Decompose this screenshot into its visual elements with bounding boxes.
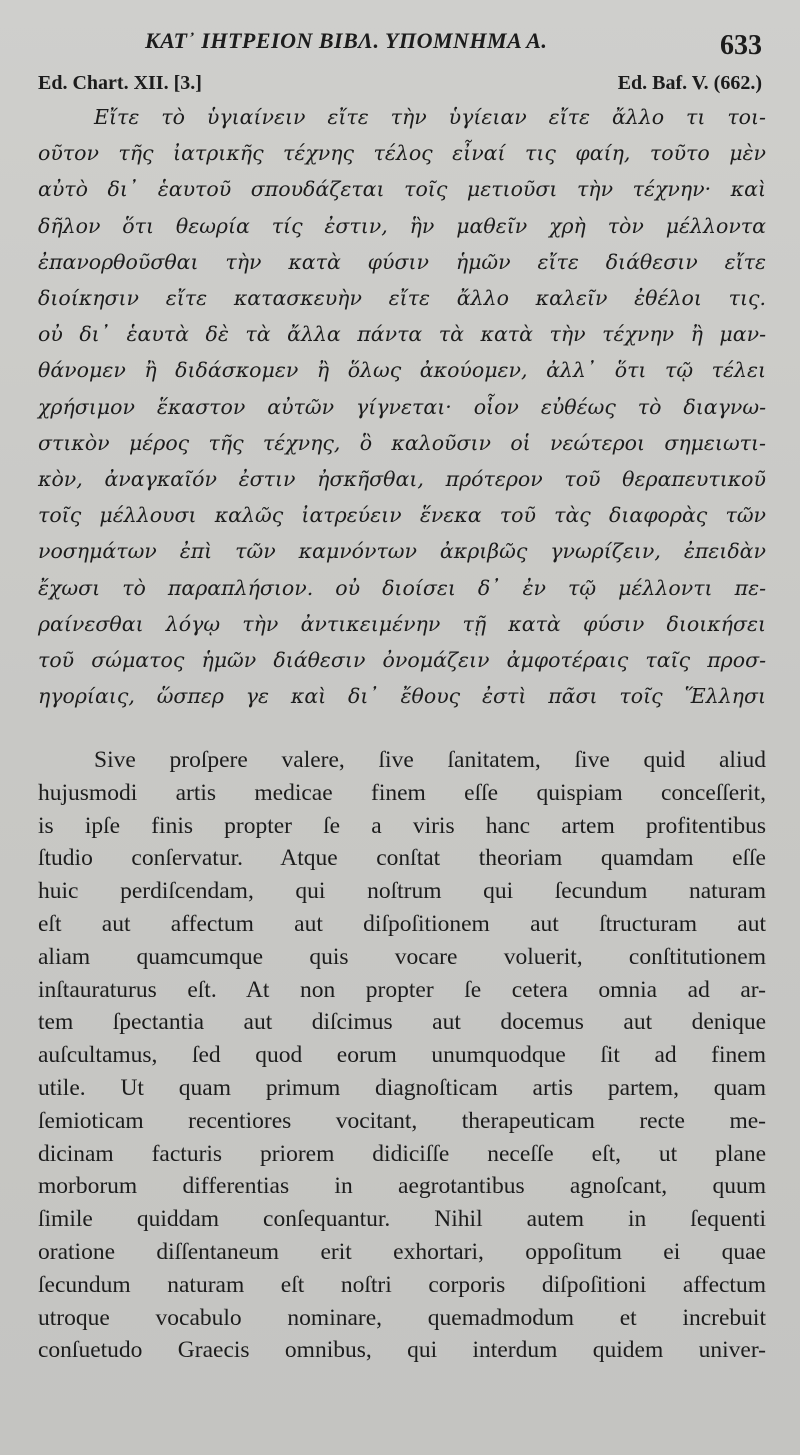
latin-line: tem ſpectantia aut diſcimus aut docemus aut denique (38, 1009, 766, 1036)
greek-line: αὐτὸ δι᾽ ἑαυτοῦ σπουδάζεται τοῖς μετιοῦσι τὴν τέχνην· καὶ (38, 177, 766, 202)
latin-line: ſemioticam recentiores vocitant, therapeuticam recte me- (38, 1107, 766, 1134)
greek-line: διοίκησιν εἴτε κατασκευὴν εἴτε ἄλλο καλεῖν ἐθέλοι τις. (38, 286, 766, 311)
greek-line: στικὸν μέρος τῆς τέχνης, ὃ καλοῦσιν οἱ νεώτεροι σημειωτι- (38, 430, 766, 455)
edition-chartier: Ed. Chart. XII. [3.] (38, 72, 202, 94)
greek-line: ἔχωσι τὸ παραπλήσιον. οὐ διοίσει δ᾽ ἐν τῷ μέλλοντι πε- (38, 575, 766, 600)
latin-line: hujusmodi artis medicae finem eſſe quispiam conceſſerit, (38, 779, 766, 806)
greek-line: ηγορίαις, ὥσπερ γε καὶ δι᾽ ἔθους ἐστὶ πᾶσι τοῖς Ἕλλησι (38, 684, 766, 709)
edition-references (38, 72, 762, 98)
latin-line: huic perdiſcendam, qui noſtrum qui ſecundum naturam (38, 878, 766, 905)
greek-line: ραίνεσθαι λόγῳ τὴν ἀντικειμένην τῇ κατὰ φύσιν διοικήσει (38, 611, 766, 636)
latin-line: dicinam facturis priorem didiciſſe neceſſe eſt, ut plane (38, 1140, 766, 1167)
greek-line: νοσημάτων ἐπὶ τῶν καμνόντων ἀκριβῶς γνωρίζειν, ἐπειδὰν (38, 539, 766, 564)
greek-line: ἐπανορθοῦσθαι τὴν κατὰ φύσιν ἡμῶν εἴτε διάθεσιν εἴτε (38, 249, 766, 274)
greek-text-block (38, 99, 766, 714)
latin-line: ſtudio conſervatur. Atque conſtat theoriam quamdam eſſe (38, 845, 766, 872)
page-number: 633 (720, 30, 762, 61)
greek-line: θάνομεν ἢ διδάσκομεν ἢ ὅλως ἀκούομεν, ἀλλ᾽ ὅτι τῷ τέλει (38, 358, 766, 383)
greek-line: οῦτον τῆς ἰατρικῆς τέχνης τέλος εἶναί τις φαίη, τοῦτο μὲν (38, 141, 766, 166)
greek-line: τοῖς μέλλουσι καλῶς ἰατρεύειν ἕνεκα τοῦ τὰς διαφορὰς τῶν (38, 503, 766, 528)
latin-line: eſt aut affectum aut diſpoſitionem aut ſtructuram aut (38, 910, 766, 937)
greek-line: Εἴτε τὸ ὑγιαίνειν εἴτε τὴν ὑγίειαν εἴτε ἄλλο τι τοι- (94, 105, 766, 129)
latin-line: auſcultamus, ſed quod eorum unumquodque ſit ad finem (38, 1042, 766, 1069)
latin-line: conſuetudo Graecis omnibus, qui interdum quidem univer- (38, 1337, 766, 1364)
latin-line: aliam quamcumque quis vocare voluerit, conſtitutionem (38, 943, 766, 970)
latin-text-block (38, 744, 766, 1367)
greek-line: χρήσιμον ἕκαστον αὐτῶν γίγνεται· οἷον εὐθέως τὸ διαγνω- (38, 394, 766, 419)
greek-line: δῆλον ὅτι θεωρία τίς ἐστιν, ἣν μαθεῖν χρὴ τὸν μέλλοντα (38, 213, 766, 238)
greek-line: τοῦ σώματος ἡμῶν διάθεσιν ὀνομάζειν ἀμφοτέραις ταῖς προσ- (38, 648, 766, 673)
latin-line: oratione diſſentaneum erit exhortari, oppoſitum ei quae (38, 1238, 766, 1265)
latin-line: ſecundum naturam eſt noſtri corporis diſpoſitioni affectum (38, 1271, 766, 1298)
running-title: ΚΑΤ᾽ ΙΗΤΡΕΙΟΝ ΒΙΒΛ. ΥΠΟΜΝΗΜΑ Α. (145, 28, 548, 53)
latin-line: utile. Ut quam primum diagnoſticam artis partem, quam (38, 1074, 766, 1101)
latin-line: morborum differentias in aegrotantibus agnoſcant, quum (38, 1173, 766, 1200)
latin-line: Sive proſpere valere, ſive ſanitatem, ſive quid aliud (94, 747, 766, 773)
greek-line: κὸν, ἀναγκαῖόν ἐστιν ἠσκῆσθαι, πρότερον τοῦ θεραπευτικοῦ (38, 467, 766, 492)
latin-line: inſtauraturus eſt. At non propter ſe cetera omnia ad ar- (38, 976, 766, 1003)
latin-line: utroque vocabulo nominare, quemadmodum et increbuit (38, 1304, 766, 1331)
edition-basel: Ed. Baf. V. (662.) (617, 72, 762, 94)
latin-line: is ipſe finis propter ſe a viris hanc artem profitentibus (38, 812, 766, 839)
latin-line: ſimile quiddam conſequantur. Nihil autem in ſequenti (38, 1206, 766, 1233)
greek-line: οὐ δι᾽ ἑαυτὰ δὲ τὰ ἄλλα πάντα τὰ κατὰ τὴν τέχνην ἢ μαν- (38, 322, 766, 347)
